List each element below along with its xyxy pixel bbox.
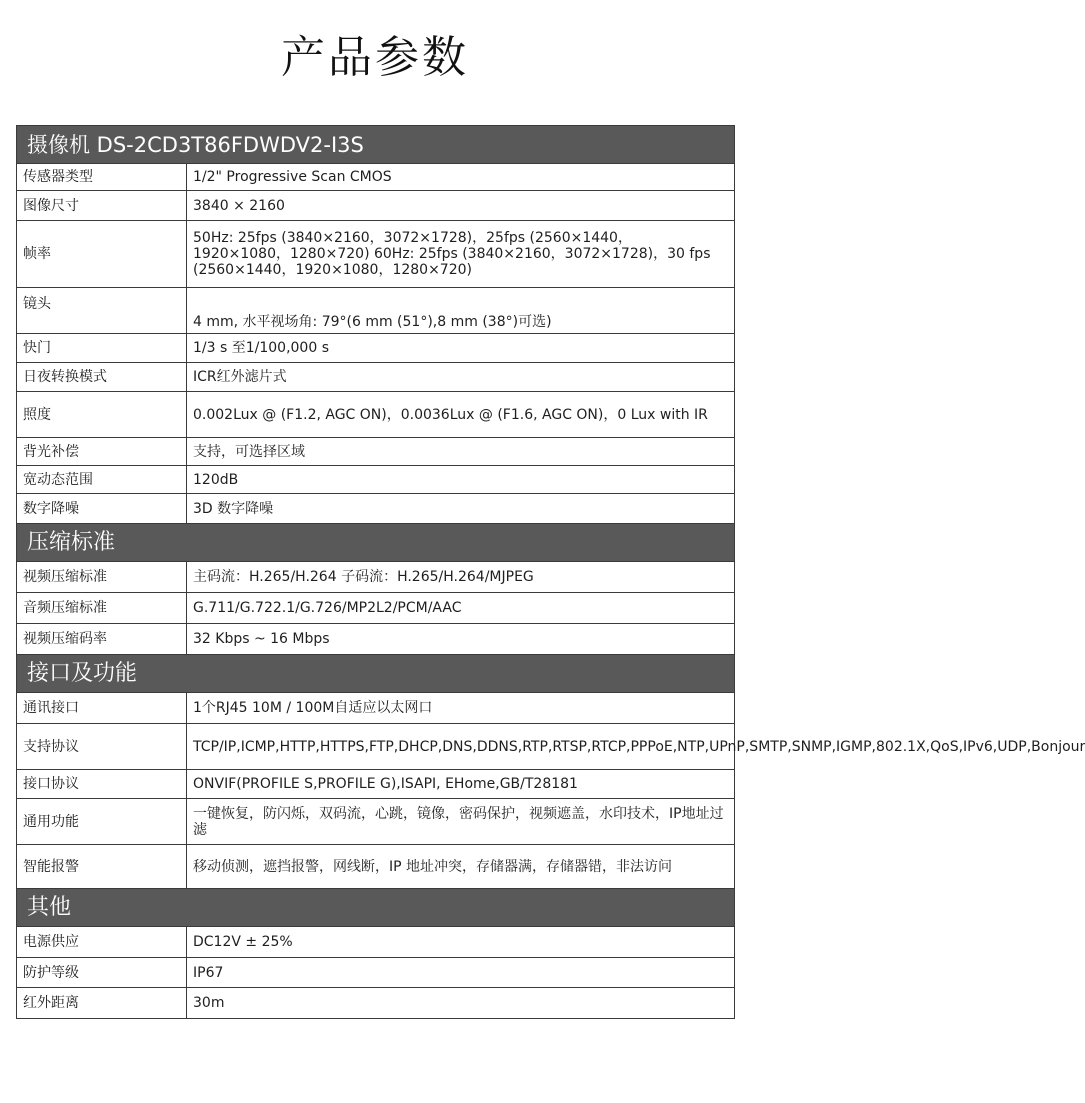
- row-value: TCP/IP,ICMP,HTTP,HTTPS,FTP,DHCP,DNS,DDNS,RTP,RTSP,RTCP,PPPoE,NTP,UPnP,SMTP,SNMP,IGMP,802.1X,QoS,IPv6,UDP,Bonjour: [187, 724, 735, 770]
- row-value: 3840 × 2160: [187, 191, 735, 221]
- table-row: [17, 770, 735, 799]
- table-row: [17, 845, 735, 889]
- table-row: [17, 334, 735, 363]
- row-value: DC12V ± 25%: [187, 927, 735, 958]
- row-value: 支持，可选择区域: [187, 438, 735, 466]
- section-header-other: [17, 889, 735, 927]
- table-row: [17, 693, 735, 724]
- row-value: 1个RJ45 10M / 100M自适应以太网口: [187, 693, 735, 724]
- section-header-compression: [17, 524, 735, 562]
- row-value: 4 mm, 水平视场角: 79°(6 mm (51°),8 mm (38°)可选): [187, 288, 735, 334]
- row-label: 视频压缩标准: [17, 562, 187, 593]
- row-value: 主码流：H.265/H.264 子码流：H.265/H.264/MJPEG: [187, 562, 735, 593]
- table-row: [17, 562, 735, 593]
- row-value: IP67: [187, 958, 735, 988]
- row-value: 1/2" Progressive Scan CMOS: [187, 164, 735, 191]
- table-row: [17, 221, 735, 288]
- table-row: [17, 799, 735, 845]
- row-value: ICR红外滤片式: [187, 363, 735, 392]
- page-title: 产品参数: [281, 32, 469, 83]
- row-label: 智能报警: [17, 845, 187, 889]
- row-value: 1/3 s 至1/100,000 s: [187, 334, 735, 363]
- table-row: [17, 288, 735, 334]
- row-label: 宽动态范围: [17, 466, 187, 494]
- row-value: 120dB: [187, 466, 735, 494]
- row-label: 通用功能: [17, 799, 187, 845]
- row-value: 32 Kbps ~ 16 Mbps: [187, 624, 735, 655]
- row-label: 图像尺寸: [17, 191, 187, 221]
- table-row: [17, 392, 735, 438]
- row-label: 照度: [17, 392, 187, 438]
- table-row: [17, 988, 735, 1019]
- row-label: 防护等级: [17, 958, 187, 988]
- row-label: 镜头: [17, 288, 187, 334]
- table-row: [17, 438, 735, 466]
- row-label: 传感器类型: [17, 164, 187, 191]
- table-row: [17, 191, 735, 221]
- row-label: 红外距离: [17, 988, 187, 1019]
- row-value: ONVIF(PROFILE S,PROFILE G),ISAPI, EHome,GB/T28181: [187, 770, 735, 799]
- row-label: 视频压缩码率: [17, 624, 187, 655]
- row-value: 3D 数字降噪: [187, 494, 735, 524]
- row-label: 背光补偿: [17, 438, 187, 466]
- row-label: 帧率: [17, 221, 187, 288]
- table-row: [17, 363, 735, 392]
- row-label: 通讯接口: [17, 693, 187, 724]
- row-value: 50Hz: 25fps (3840×2160，3072×1728)，25fps (2560×1440，1920×1080，1280×720) 60Hz: 25fps (3840×2160，3072×1728)，30 fps (2560×1440，1920×1080，1280×720): [187, 221, 735, 288]
- section-header-interface: [17, 655, 735, 693]
- section-title: 接口及功能: [17, 655, 735, 693]
- row-label: 日夜转换模式: [17, 363, 187, 392]
- table-row: [17, 593, 735, 624]
- row-label: 音频压缩标准: [17, 593, 187, 624]
- table-row: [17, 164, 735, 191]
- table-row: [17, 466, 735, 494]
- row-label: 快门: [17, 334, 187, 363]
- spec-table: [16, 125, 1085, 1019]
- row-label: 数字降噪: [17, 494, 187, 524]
- table-row: [17, 927, 735, 958]
- section-header-camera: [17, 126, 735, 164]
- row-label: 电源供应: [17, 927, 187, 958]
- table-row: [17, 958, 735, 988]
- section-title: 压缩标准: [17, 524, 735, 562]
- table-row: [17, 724, 735, 770]
- table-row: [17, 624, 735, 655]
- row-value: 30m: [187, 988, 735, 1019]
- row-value: 移动侦测，遮挡报警，网线断，IP 地址冲突，存储器满，存储器错，非法访问: [187, 845, 735, 889]
- row-label: 支持协议: [17, 724, 187, 770]
- section-title: 其他: [17, 889, 735, 927]
- table-row: [17, 494, 735, 524]
- row-label: 接口协议: [17, 770, 187, 799]
- row-value: 一键恢复，防闪烁，双码流，心跳，镜像，密码保护，视频遮盖，水印技术，IP地址过滤: [187, 799, 735, 845]
- section-title: 摄像机 DS-2CD3T86FDWDV2-I3S: [17, 126, 735, 164]
- row-value: G.711/G.722.1/G.726/MP2L2/PCM/AAC: [187, 593, 735, 624]
- row-value: 0.002Lux @ (F1.2, AGC ON)，0.0036Lux @ (F1.6, AGC ON)，0 Lux with IR: [187, 392, 735, 438]
